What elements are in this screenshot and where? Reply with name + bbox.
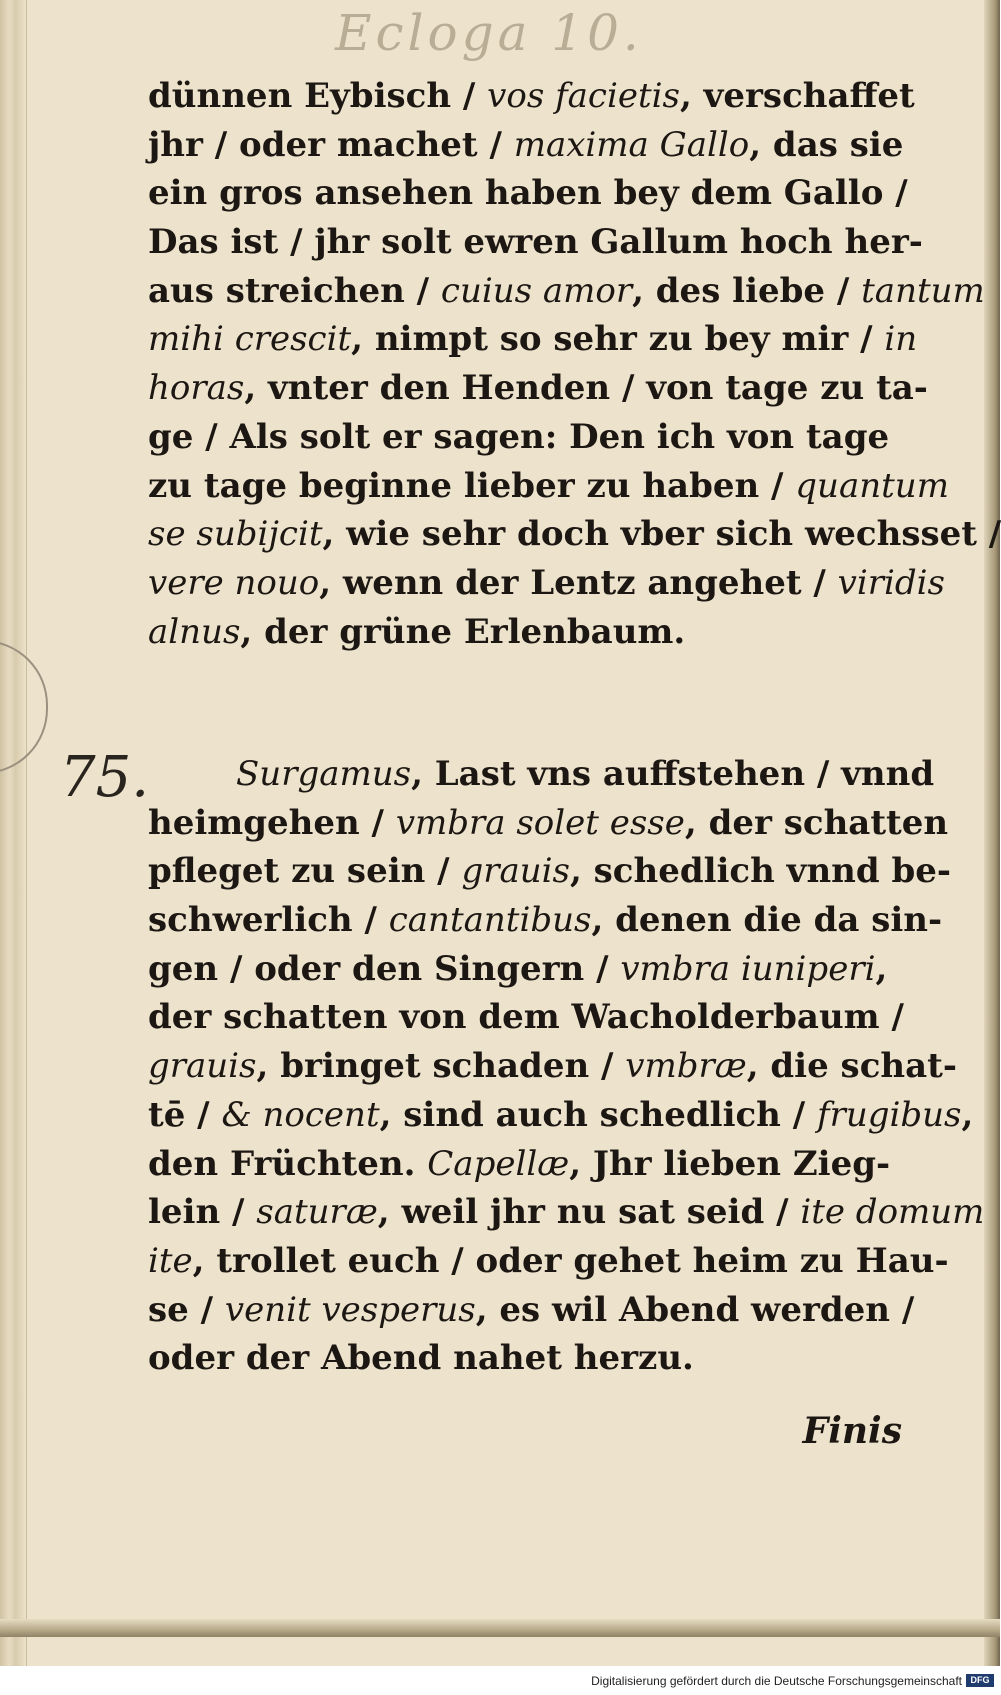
text-line xyxy=(148,1091,974,1140)
german-text: , verschaffet xyxy=(679,76,915,116)
latin-gloss: grauis xyxy=(461,851,570,892)
text-line xyxy=(148,1237,949,1286)
text-line xyxy=(148,608,908,657)
text-line xyxy=(148,799,949,848)
latin-gloss: vmbra iuniperi xyxy=(620,948,876,989)
german-text: , wie sehr doch vber sich wechsset / xyxy=(322,514,1001,555)
latin-gloss: cuius amor xyxy=(440,270,633,311)
latin-gloss: horas xyxy=(148,368,245,409)
german-text: , der schatten xyxy=(684,802,949,843)
german-text: , nimpt so sehr zu bey mir / xyxy=(351,319,885,360)
german-text: , des liebe / xyxy=(632,270,862,311)
german-text: ge / Als solt er sagen: Den ich von tage xyxy=(148,416,890,457)
text-line xyxy=(148,218,923,267)
text-line xyxy=(148,510,1001,559)
german-text: jhr / oder machet / xyxy=(148,124,514,165)
german-text: , der grüne Erlenbaum. xyxy=(240,611,686,652)
latin-gloss: ite domum xyxy=(800,1192,985,1233)
latin-gloss: tantum xyxy=(861,270,985,311)
german-text: , wenn der Lentz angehet / xyxy=(319,562,838,603)
german-text: aus streichen / xyxy=(148,270,441,311)
german-text: , trollet euch / oder gehet heim zu Hau- xyxy=(192,1240,949,1281)
binding-thread xyxy=(0,640,48,774)
text-line xyxy=(148,1188,985,1237)
text-line xyxy=(148,121,908,170)
german-text: , die schat- xyxy=(746,1046,957,1087)
german-text: gen / oder den Singern / xyxy=(148,948,621,989)
text-line xyxy=(148,1042,957,1091)
latin-gloss: ite xyxy=(148,1240,193,1281)
footer-bar xyxy=(0,1666,1000,1695)
latin-gloss: maxima Gallo xyxy=(513,124,750,165)
latin-gloss: mihi crescit xyxy=(148,319,352,360)
latin-gloss: Surgamus xyxy=(236,754,412,794)
book-spine xyxy=(0,0,27,1666)
latin-gloss: saturæ xyxy=(256,1192,378,1233)
german-text: dünnen Eybisch / xyxy=(148,76,488,116)
latin-gloss: & nocent xyxy=(221,1094,380,1135)
german-text: Das ist / jhr solt ewren Gallum hoch her- xyxy=(148,222,923,263)
text-line xyxy=(148,993,908,1042)
german-text: , xyxy=(875,948,888,989)
german-text: , sind auch schedlich / xyxy=(379,1094,817,1135)
handwritten-header: Ecloga 10. xyxy=(335,4,643,62)
text-line xyxy=(148,267,985,316)
german-text: , vnter den Henden / von tage zu ta- xyxy=(244,368,928,409)
text-line xyxy=(148,1334,908,1383)
latin-gloss: Capellæ xyxy=(427,1143,570,1184)
text-line xyxy=(148,72,915,121)
german-text: , es wil Abend werden / xyxy=(475,1289,915,1330)
german-text: , schedlich vnnd be- xyxy=(569,851,952,892)
latin-gloss: vmbræ xyxy=(625,1046,747,1087)
german-text: , xyxy=(961,1094,974,1135)
text-line xyxy=(148,945,908,994)
latin-gloss: cantantibus xyxy=(388,900,592,941)
latin-gloss: grauis xyxy=(148,1046,257,1087)
german-text: , das sie xyxy=(749,124,904,165)
latin-gloss: viridis xyxy=(837,562,945,603)
text-line xyxy=(148,413,908,462)
page-edge-bottom xyxy=(0,1619,1000,1637)
text-line xyxy=(148,847,952,896)
german-text: lein / xyxy=(148,1192,257,1233)
latin-gloss: in xyxy=(884,319,918,360)
german-text: schwerlich / xyxy=(148,900,389,941)
german-text: oder der Abend nahet herzu. xyxy=(148,1338,694,1379)
german-text: den Früchten. xyxy=(148,1143,428,1184)
german-text: zu tage beginne lieber zu haben / xyxy=(148,465,796,506)
text-line xyxy=(148,1140,908,1189)
latin-gloss: alnus xyxy=(148,611,241,652)
dfg-logo: DFG xyxy=(966,1674,994,1687)
german-text: der schatten von dem Wacholderbaum / xyxy=(148,997,904,1038)
german-text: se / xyxy=(148,1289,225,1330)
latin-gloss: vos facietis xyxy=(487,76,680,116)
text-line xyxy=(148,315,918,364)
finis-label: Finis xyxy=(802,1410,902,1452)
text-line xyxy=(148,462,949,511)
text-line xyxy=(148,364,928,413)
text-line xyxy=(148,559,945,608)
german-text: , bringet schaden / xyxy=(256,1046,626,1087)
german-text: , denen die da sin- xyxy=(591,900,943,941)
text-line xyxy=(148,896,943,945)
german-text: tē / xyxy=(148,1094,222,1135)
german-text: , weil jhr nu sat seid / xyxy=(377,1192,801,1233)
text-line xyxy=(148,750,935,799)
margin-note-number: 75. xyxy=(60,745,150,810)
latin-gloss: venit vesperus xyxy=(224,1289,476,1330)
text-block-2 xyxy=(148,750,985,1383)
text-line xyxy=(148,1286,915,1335)
german-text: , Jhr lieben Zieg- xyxy=(569,1143,891,1184)
funding-credit: Digitalisierung gefördert durch die Deutsche Forschungsgemeinschaft xyxy=(591,1674,962,1688)
latin-gloss: vmbra solet esse xyxy=(395,802,685,843)
german-text: heimgehen / xyxy=(148,802,396,843)
german-text: pfleget zu sein / xyxy=(148,851,462,892)
german-text: , Last vns auffstehen / vnnd xyxy=(411,754,935,794)
latin-gloss: se subijcit xyxy=(148,514,323,555)
page-edge-right xyxy=(984,0,1000,1666)
latin-gloss: frugibus xyxy=(817,1094,962,1135)
latin-gloss: quantum xyxy=(795,465,949,506)
german-text: ein gros ansehen haben bey dem Gallo / xyxy=(148,173,908,214)
text-line xyxy=(148,169,908,218)
text-block-1 xyxy=(148,72,1001,656)
latin-gloss: vere nouo xyxy=(148,562,320,603)
